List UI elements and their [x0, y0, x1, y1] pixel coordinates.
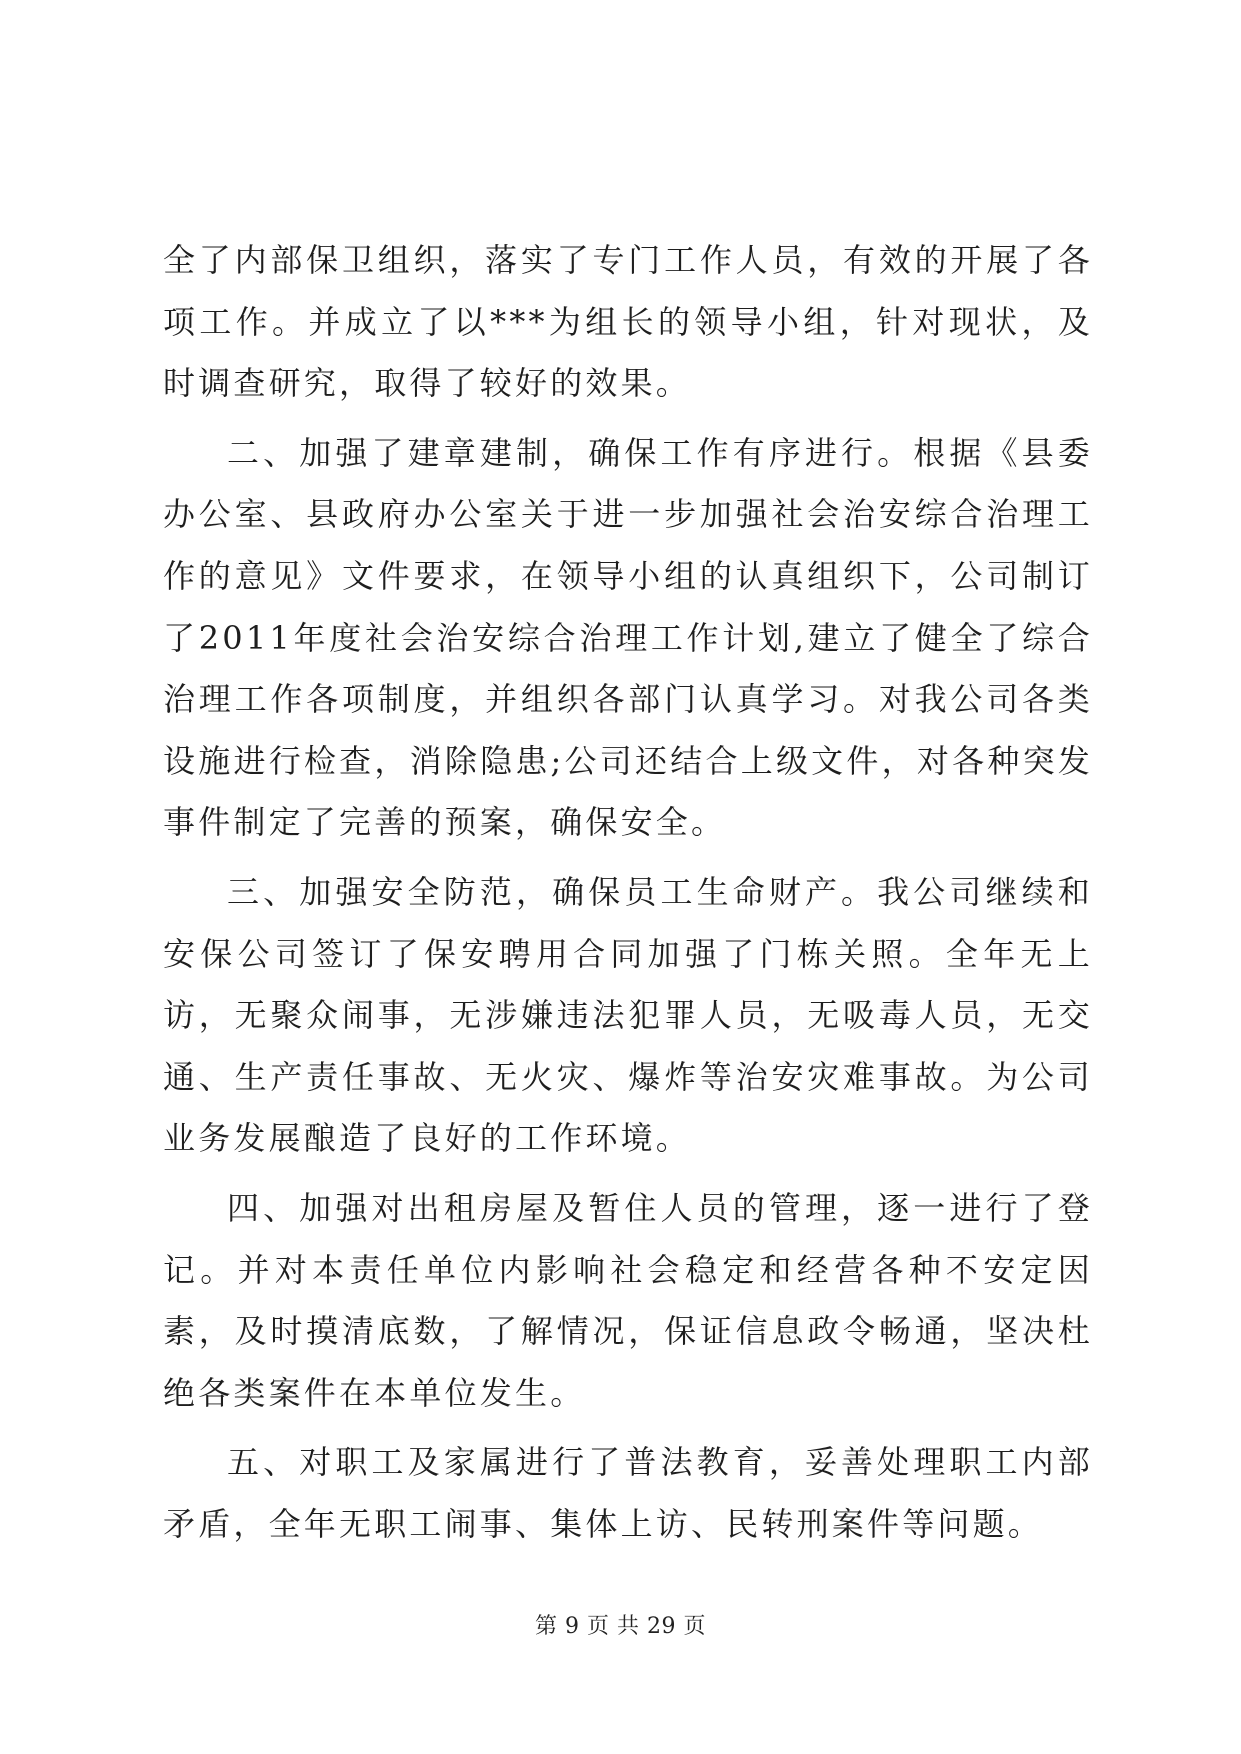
paragraph-section-2: 二、加强了建章建制，确保工作有序进行。根据《县委办公室、县政府办公室关于进一步加强社会治安综合治理工作的意见》文件要求，在领导小组的认真组织下，公司制订了2011年度社会治安综合治理工作计划,建立了健全了综合治理工作各项制度，并组织各部门认真学习。对我公司各类设施进行检查，消除隐患;公司还结合上级文件，对各种突发事件制定了完善的预案，确保安全。: [163, 433, 1093, 842]
paragraph-continuation: 全了内部保卫组织，落实了专门工作人员，有效的开展了各项工作。并成立了以***为组长的领导小组，针对现状，及时调查研究，取得了较好的效果。: [163, 241, 1093, 403]
paragraph-section-5: 五、对职工及家属进行了普法教育，妥善处理职工内部矛盾，全年无职工闹事、集体上访、民转刑案件等问题。: [163, 1443, 1093, 1543]
document-body: [163, 230, 1093, 1555]
paragraph-section-4: 四、加强对出租房屋及暂住人员的管理，逐一进行了登记。并对本责任单位内影响社会稳定和经营各种不安定因素，及时摸清底数，了解情况，保证信息政令畅通，坚决杜绝各类案件在本单位发生。: [163, 1188, 1093, 1412]
page-number-footer: 第 9 页 共 29 页: [535, 1614, 706, 1639]
paragraph-section-3: 三、加强安全防范，确保员工生命财产。我公司继续和安保公司签订了保安聘用合同加强了门栋关照。全年无上访，无聚众闹事，无涉嫌违法犯罪人员，无吸毒人员，无交通、生产责任事故、无火灾、爆炸等治安灾难事故。为公司业务发展酿造了良好的工作环境。: [163, 872, 1093, 1158]
